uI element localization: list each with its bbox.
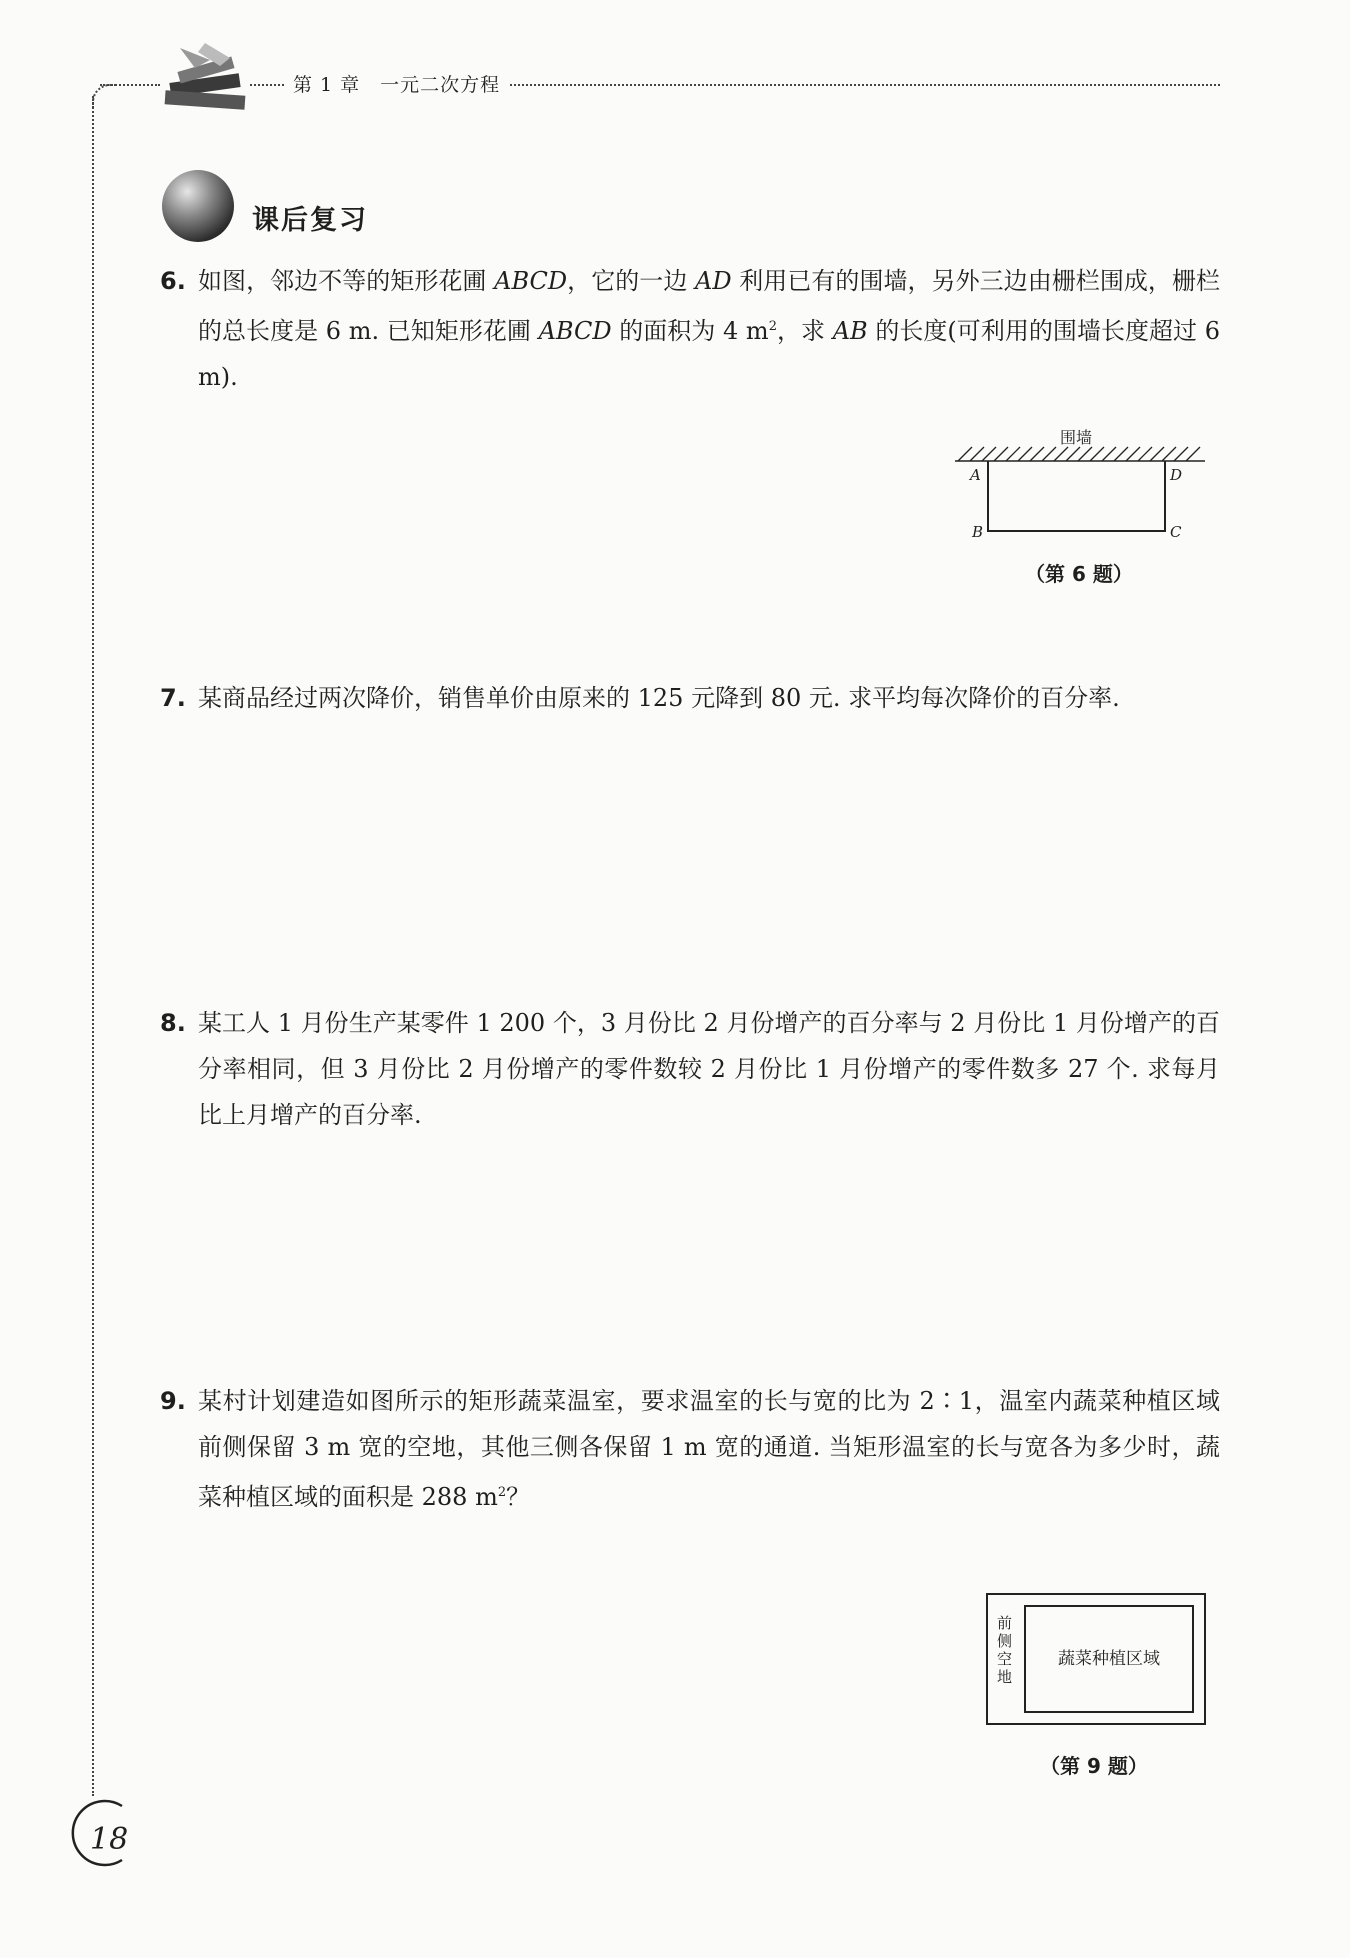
front-space-char: 侧 [997,1632,1013,1650]
problem-text: 某村计划建造如图所示的矩形蔬菜温室，要求温室的长与宽的比为 2∶1，温室内蔬菜种植区域前侧保留 3 m 宽的空地，其他三侧各保留 1 m 宽的通道. 当矩形温室的长与宽各为多少时，蔬菜种植区域的面积是 288 $m^2$？ [198,1387,1220,1511]
problem-number: 8. [160,1009,186,1037]
problem-text: 某商品经过两次降价，销售单价由原来的 125 元降到 80 元. 求平均每次降价的百分率. [198,684,1120,712]
problem-8 [160,1000,1220,1138]
sphere-icon [162,170,234,242]
front-space-label [997,1614,1017,1686]
vertex-c-label: C [1170,523,1182,541]
problem-9 [160,1378,1220,1520]
figure-9-caption: （第 9 题） [1040,1754,1148,1778]
problem-7 [160,675,1220,721]
front-space-char: 地 [997,1668,1013,1686]
section-title: 课后复习 [252,205,368,236]
problem-6 [160,258,1220,400]
problem-text: 如图，邻边不等的矩形花圃 ABCD，它的一边 AD 利用已有的围墙，另外三边由栅栏围成，栅栏的总长度是 6 m. 已知矩形花圃 ABCD 的面积为 4 $m^2$，求 AB 的长度(可利用的围墙长度超过 6 m). [198,267,1220,391]
wall-label: 围墙 [1060,428,1093,447]
figure-9-diagram [985,1592,1207,1726]
margin-dotted-rule [92,96,94,1796]
chapter-header: 第 1 章 一元二次方程 [285,70,508,97]
margin-corner [92,84,116,108]
front-space-char: 前 [997,1614,1013,1632]
book-stack-logo-icon [150,38,260,118]
vertex-a-label: A [970,466,981,484]
problem-text: 某工人 1 月份生产某零件 1 200 个，3 月份比 2 月份增产的百分率与 2 月份比 1 月份增产的百分率相同，但 3 月份比 2 月份增产的零件数较 2 月份比 1 月份增产的零件数多 27 个. 求每月比上月增产的百分率. [198,1009,1220,1129]
front-space-char: 空 [997,1650,1013,1668]
problem-number: 6. [160,267,186,295]
figure-6-caption: （第 6 题） [1025,562,1133,586]
page-number: 18 [90,1822,129,1857]
problem-number: 9. [160,1387,186,1415]
problem-number: 7. [160,684,186,712]
vertex-b-label: B [972,523,984,541]
planting-area-label: 蔬菜种植区域 [1058,1649,1160,1669]
vertex-d-label: D [1170,466,1183,484]
